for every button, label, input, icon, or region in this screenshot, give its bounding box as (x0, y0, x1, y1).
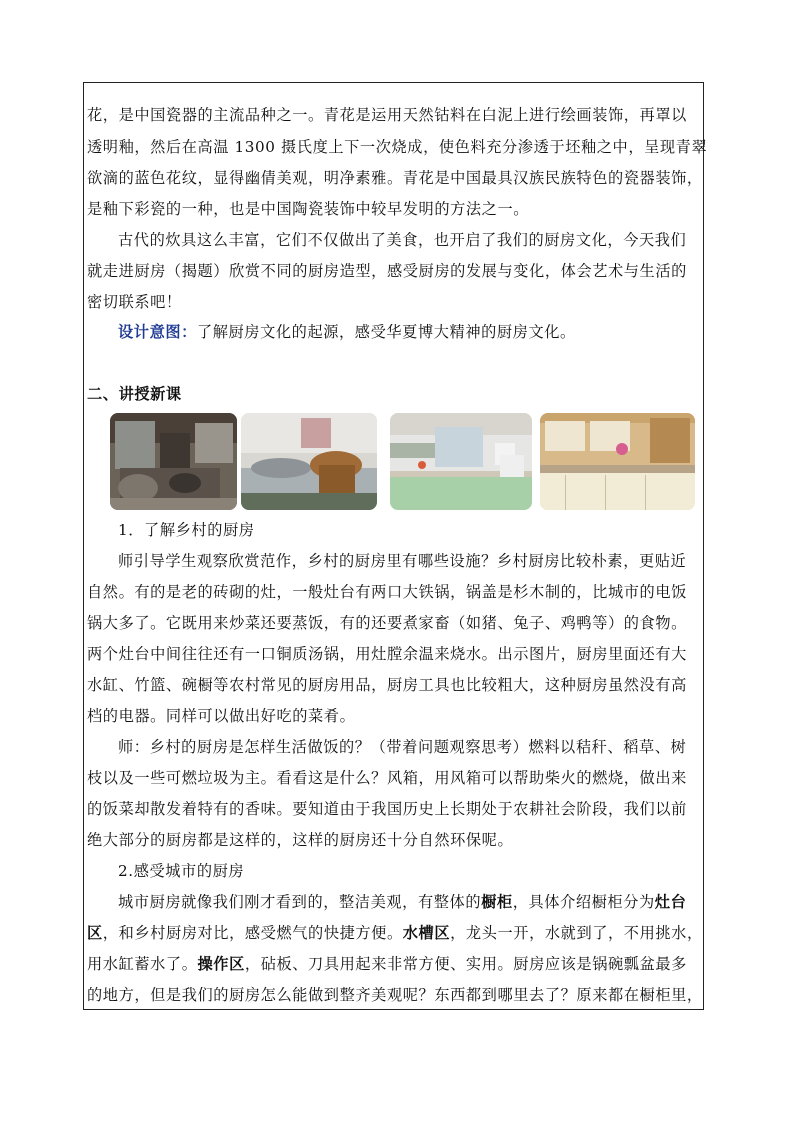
text-line: 师引导学生观察欣赏范作，乡村的厨房里有哪些设施？乡村厨房比较朴素，更贴近 (118, 552, 687, 570)
text-line: 水缸、竹篮、碗橱等农村常见的厨房用品，厨房工具也比较粗大，这种厨房虽然没有高 (87, 676, 687, 694)
city-kitchen-photo-1 (390, 413, 532, 510)
text-line: 欲滴的蓝色花纹，显得幽倩美观，明净素雅。青花是中国最具汉族民族特色的瓷器装饰， (87, 169, 703, 187)
text-line: 的地方，但是我们的厨房怎么能做到整齐美观呢？东西都到哪里去了？原来都在橱柜里， (87, 986, 703, 1004)
text-line: 枝以及一些可燃垃圾为主。看看这是什么？风箱，用风箱可以帮助柴火的燃烧，做出来 (87, 769, 687, 787)
design-intent-line (118, 322, 702, 342)
text-line: 透明釉，然后在高温 1300 摄氏度上下一次烧成，使色料充分渗透于坯釉之中，呈现青翠 (87, 138, 708, 156)
text-line: 师：乡村的厨房是怎样生活做饭的？（带着问题观察思考）燃料以秸秆、稻草、树 (118, 738, 687, 756)
text-line: 城市厨房就像我们刚才看到的，整洁美观，有整体的橱柜，具体介绍橱柜分为灶台 (118, 893, 687, 911)
section-title: 二、讲授新课 (87, 385, 182, 403)
text-line: 的饭菜却散发着特有的香味。要知道由于我国历史上长期处于农耕社会阶段，我们以前 (87, 800, 687, 818)
design-intent-text: 了解厨房文化的起源，感受华夏博大精神的厨房文化。 (196, 323, 576, 341)
text-line: 是釉下彩瓷的一种，也是中国陶瓷装饰中较早发明的方法之一。 (87, 200, 530, 218)
text-line: 密切联系吧！ (87, 293, 182, 311)
rural-kitchen-photo-1 (110, 413, 237, 510)
city-kitchen-photo-2 (540, 413, 695, 510)
kitchen-photo-strip (110, 413, 695, 510)
text-line: 区，和乡村厨房对比，感受燃气的快捷方便。水槽区，龙头一开，水就到了，不用挑水， (87, 924, 703, 942)
text-line: 锅大多了。它既用来炒菜还要蒸饭，有的还要煮家畜（如猪、兔子、鸡鸭等）的食物。 (87, 614, 687, 632)
text-line: 用水缸蓄水了。操作区，砧板、刀具用起来非常方便、实用。厨房应该是锅碗瓢盆最多 (87, 955, 687, 973)
text-line: 档的电器。同样可以做出好吃的菜肴。 (87, 707, 356, 725)
subheading-city-kitchen: 2.感受城市的厨房 (118, 862, 245, 880)
text-line: 就走进厨房（揭题）欣赏不同的厨房造型，感受厨房的发展与变化，体会艺术与生活的 (87, 262, 687, 280)
text-line: 两个灶台中间往往还有一口铜质汤锅，用灶膛余温来烧水。出示图片，厨房里面还有大 (87, 645, 687, 663)
text-line: 绝大部分的厨房都是这样的，这样的厨房还十分自然环保呢。 (87, 831, 514, 849)
text-line: 古代的炊具这么丰富，它们不仅做出了美食，也开启了我们的厨房文化，今天我们 (118, 231, 687, 249)
text-line: 花，是中国瓷器的主流品种之一。青花是运用天然钴料在白泥上进行绘画装饰，再罩以 (87, 106, 687, 124)
text-line: 自然。有的是老的砖砌的灶，一般灶台有两口大铁锅，锅盖是杉木制的，比城市的电饭 (87, 583, 687, 601)
design-intent-label: 设计意图： (118, 323, 197, 341)
subheading-rural-kitchen: 1．了解乡村的厨房 (118, 521, 255, 539)
rural-kitchen-photo-2 (241, 413, 377, 510)
